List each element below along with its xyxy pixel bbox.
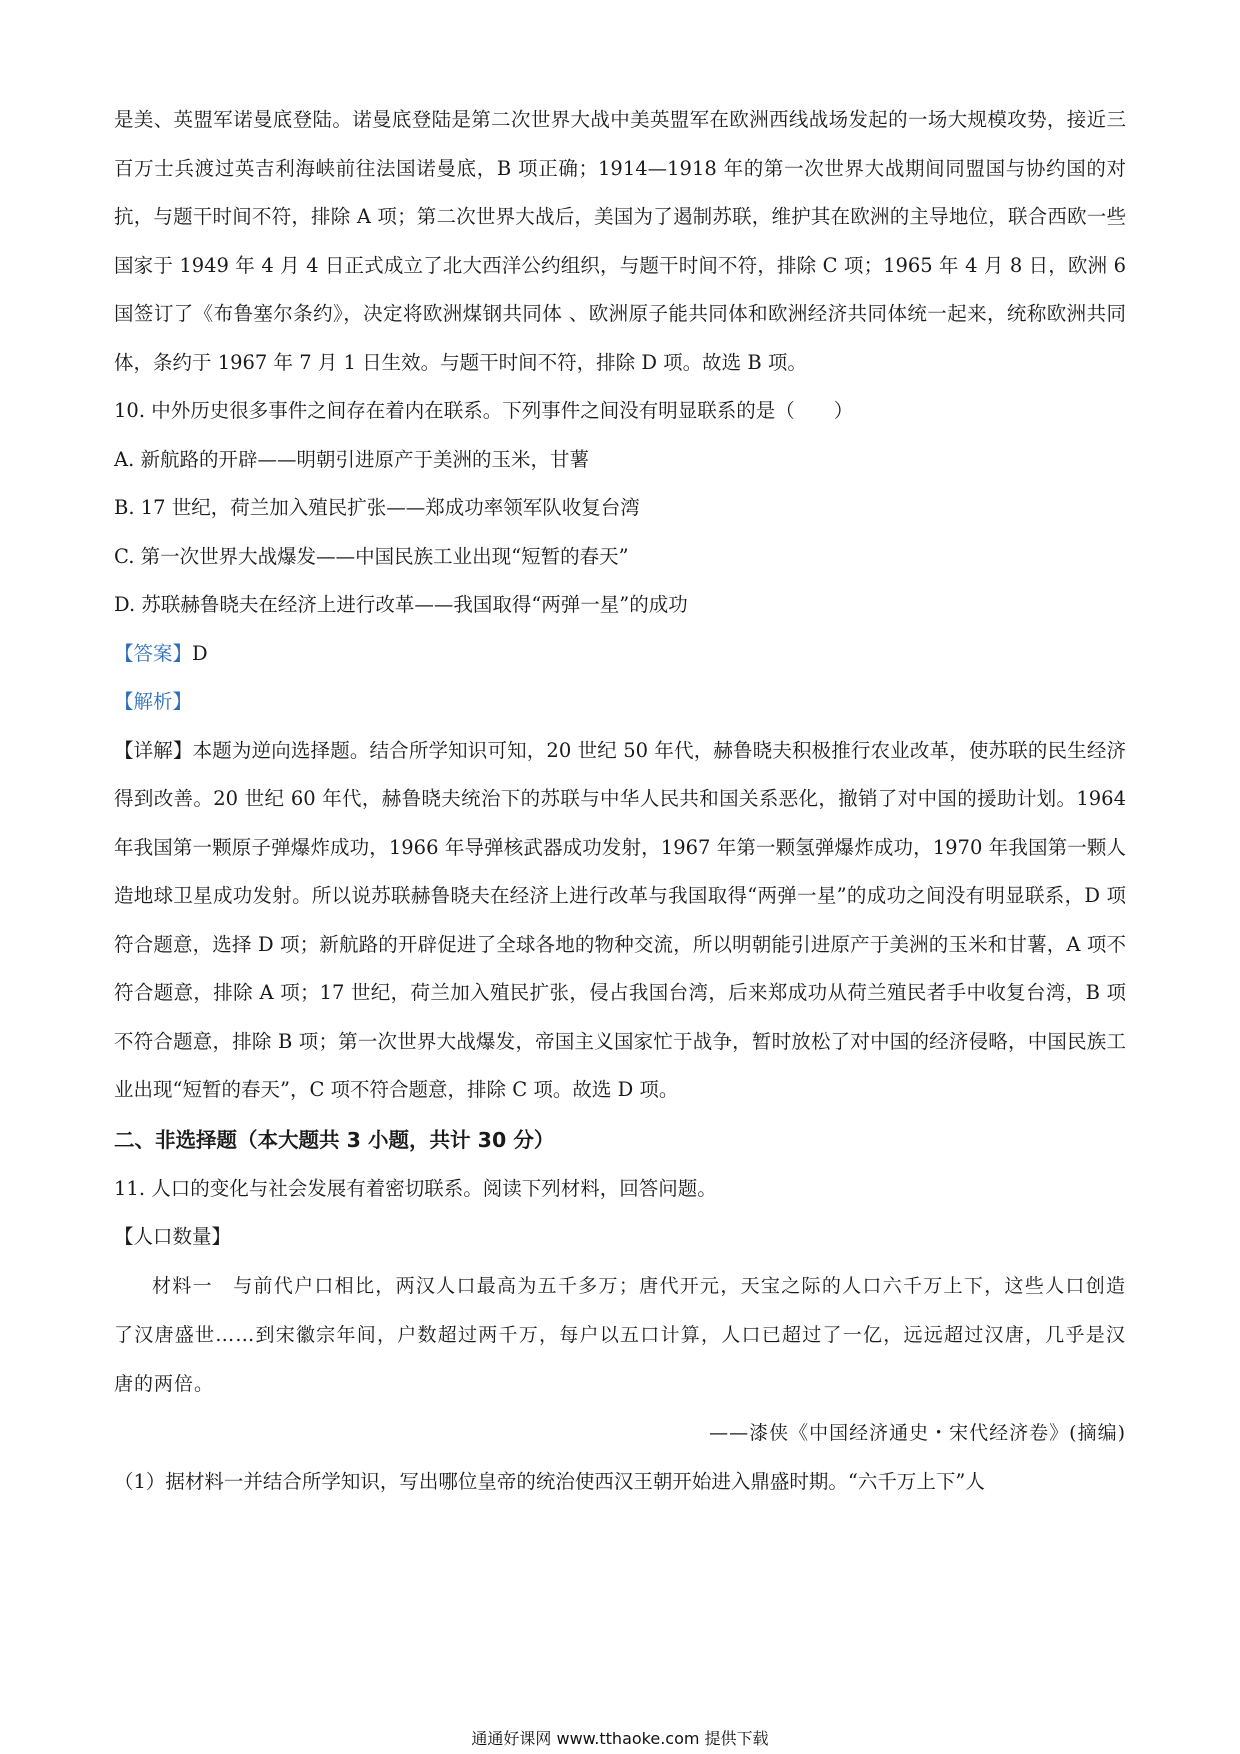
q10-option-a: A. 新航路的开辟——明朝引进原产于美洲的玉米，甘薯	[114, 447, 589, 471]
answer-value: D	[192, 641, 208, 665]
detail-text: 本题为逆向选择题。结合所学知识可知，20 世纪 50 年代，赫鲁晓夫积极推行农业改革，使苏联的民生经济得到改善。20 世纪 60 年代，赫鲁晓夫统治下的苏联与中华人民共和国关系恶化，撤销了对中国的援助计划。1964 年我国第一颗原子弹爆炸成功，1966 年导弹核武器成功发射，1967 年第一颗氢弹爆炸成功，1970 年我国第一颗人造地球卫星成功发射。所以说苏联赫鲁晓夫在经济上进行改革与我国取得“两弹一星”的成功之间没有明显联系，D 项符合题意，选择 D 项；新航路的开辟促进了全球各地的物种交流，所以明朝能引进原产于美洲的玉米和甘薯，A 项不符合题意，排除 A 项；17 世纪，荷兰加入殖民扩张，侵占我国台湾，后来郑成功从荷兰殖民者手中收复台湾，B 项不符合题意，排除 B 项；第一次世界大战爆发，帝国主义国家忙于战争，暂时放松了对中国的经济侵略，中国民族工业出现“短暂的春天”，C 项不符合题意，排除 C 项。故选 D 项。	[114, 738, 1126, 1101]
page-content	[114, 96, 1126, 1506]
q10-option-b: B. 17 世纪，荷兰加入殖民扩张——郑成功率领军队收复台湾	[114, 496, 640, 519]
q11-stem: 11. 人口的变化与社会发展有着密切联系。阅读下列材料，回答问题。	[114, 1176, 717, 1200]
q11-subquestion-1: （1）据材料一并结合所学知识，写出哪位皇帝的统治使西汉王朝开始进入鼎盛时期。“六千万上下”人	[114, 1469, 985, 1493]
q11-sub-heading: 【人口数量】	[114, 1225, 232, 1248]
q11-material1: 材料一 与前代户口相比，两汉人口最高为五千多万；唐代开元，天宝之际的人口六千万上下，这些人口创造了汉唐盛世……到宋徽宗年间，户数超过两千万，每户以五口计算，人口已超过了一亿，远远超过汉唐，几乎是汉唐的两倍。	[114, 1274, 1126, 1395]
prev-explanation: 是美、英盟军诺曼底登陆。诺曼底登陆是第二次世界大战中美英盟军在欧洲西线战场发起的一场大规模攻势，接近三百万士兵渡过英吉利海峡前往法国诺曼底，B 项正确；1914—1918 年的第一次世界大战期间同盟国与协约国的对抗，与题干时间不符，排除 A 项；第二次世界大战后，美国为了遏制苏联，维护其在欧洲的主导地位，联合西欧一些国家于 1949 年 4 月 4 日正式成立了北大西洋公约组织，与题干时间不符，排除 C 项；1965 年 4 月 8 日，欧洲 6 国签订了《布鲁塞尔条约》，决定将欧洲煤钢共同体 、欧洲原子能共同体和欧洲经济共同体统一起来，统称欧洲共同体，条约于 1967 年 7 月 1 日生效。与题干时间不符，排除 D 项。故选 B 项。	[114, 108, 1126, 374]
q10-analysis-line	[114, 678, 1126, 727]
q10-detail	[114, 727, 1126, 1115]
q10-option-d: D. 苏联赫鲁晓夫在经济上进行改革——我国取得“两弹一星”的成功	[114, 593, 688, 616]
page-footer: 通通好课网 www.tthaoke.com 提供下载	[471, 1729, 769, 1748]
section2-heading: 二、非选择题（本大题共 3 小题，共计 30 分）	[114, 1127, 555, 1152]
q11-material-source: ——漆侠《中国经济通史・宋代经济卷》(摘编)	[709, 1421, 1126, 1444]
q10-stem: 10. 中外历史很多事件之间存在着内在联系。下列事件之间没有明显联系的是（ ）	[114, 399, 854, 422]
q10-answer-line	[114, 630, 1126, 679]
q10-option-c: C. 第一次世界大战爆发——中国民族工业出现“短暂的春天”	[114, 544, 629, 568]
analysis-tag: 【解析】	[114, 690, 193, 713]
detail-tag: 【详解】	[114, 738, 193, 762]
answer-tag: 【答案】	[114, 641, 193, 665]
